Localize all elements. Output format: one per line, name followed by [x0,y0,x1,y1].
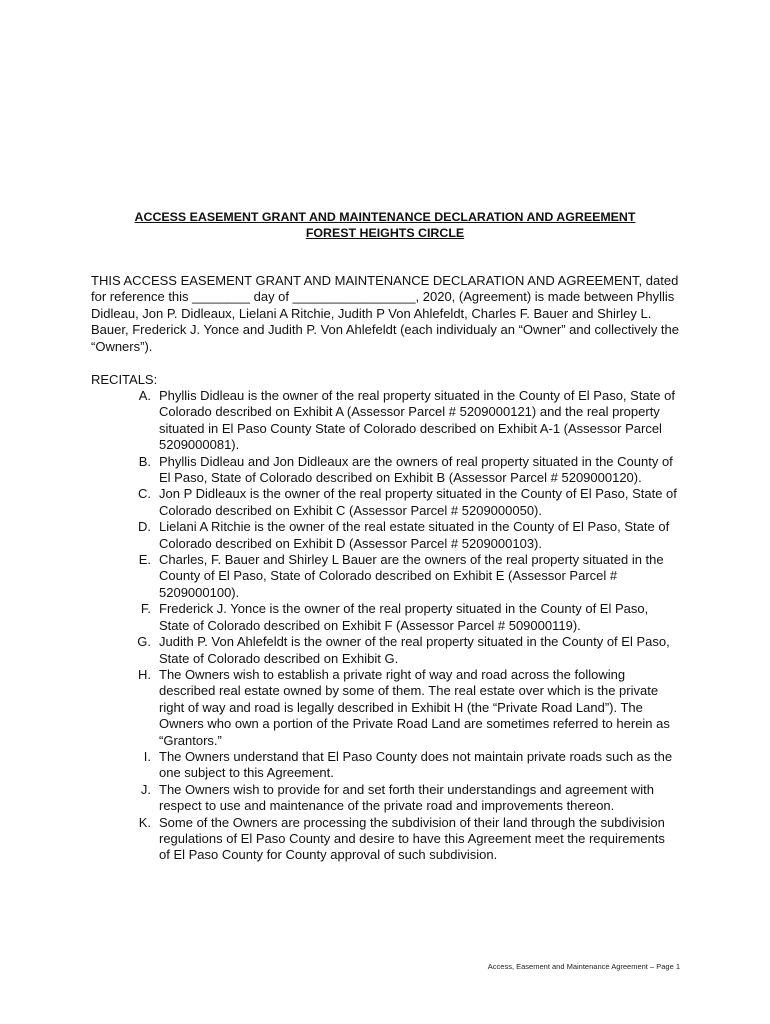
recitals-heading: RECITALS: [91,372,158,387]
recital-letter: K. [138,814,151,830]
document-title: ACCESS EASEMENT GRANT AND MAINTENANCE DECLARATION AND AGREEMENT [134,210,636,224]
intro-paragraph: THIS ACCESS EASEMENT GRANT AND MAINTENANCE DECLARATION AND AGREEMENT, dated for reference this ________ day of _________________, 2020, (Agreement) is made between Phyllis Didleau, Jon P. Didleaux, Lielani A Ritchie, Judith P Von Ahlefeldt, Charles F. Bauer and Shirley L. Bauer, Frederick J. Yonce and Judith P. Von Ahlefeldt (each individualy an “Owner” and collectively the “Owners”). [91,273,680,354]
recital-item [127,749,679,782]
recital-text: Jon P Didleaux is the owner of the real property situated in the County of El Paso, State of Colorado described on Exhibit C (Assessor Parcel # 5209000050). [159,486,677,518]
recital-letter: C. [138,486,151,502]
recital-letter: B. [138,453,151,469]
recital-item [127,815,679,864]
recital-letter: F. [140,601,151,617]
recital-letter: D. [138,519,151,535]
recital-text: The Owners wish to provide for and set forth their understandings and agreement with respect to use and maintenance of the private road and improvements thereon. [159,781,654,814]
recitals-list [127,388,679,864]
recital-letter: J. [140,781,151,797]
recital-item [127,634,679,667]
recital-text: Charles, F. Bauer and Shirley L Bauer are the owners of the real property situated in the County of El Paso, State of Colorado described on Exhibit E (Assessor Parcel # 5209000100). [159,552,664,600]
recital-text: Phyllis Didleau and Jon Didleaux are the owners of real property situated in the County of El Paso, State of Colorado described on Exhibit B (Assessor Parcel # 5209000120). [159,453,673,486]
recital-letter: A. [138,388,151,403]
recital-text: Lielani A Ritchie is the owner of the real estate situated in the County of El Paso, State of Colorado described on Exhibit D (Assessor Parcel # 5209000103). [159,519,670,551]
recital-item [127,486,679,519]
recital-letter: H. [138,666,151,682]
recital-text: Some of the Owners are processing the subdivision of their land through the subdivision regulations of El Paso County and desire to have this Agreement meet the requirements of El Paso County for County approval of such subdivision. [159,814,665,863]
recital-item [127,601,679,634]
recital-item [127,388,679,454]
recital-text: The Owners understand that El Paso County does not maintain private roads such as the one subject to this Agreement. [159,748,673,781]
page-footer: Access, Easement and Maintenance Agreement – Page 1 [487,962,680,971]
recital-item [127,667,679,749]
recital-text: Judith P. Von Ahlefeldt is the owner of the real property situated in the County of El Paso, State of Colorado described on Exhibit G. [159,634,670,666]
recital-item [127,552,679,601]
document-subtitle: FOREST HEIGHTS CIRCLE [305,226,465,240]
recital-item [127,454,679,487]
recital-text: The Owners wish to establish a private right of way and road across the following described real estate owned by some of them. The real estate over which is the private right of way and road is legally described in Exhibit H (the “Private Road Land”). The Owners who own a portion of the Private Road Land are sometimes referred to herein as “Grantors.” [159,666,670,748]
recital-item [127,782,679,815]
recital-letter: E. [138,552,151,568]
recital-item [127,519,679,552]
recital-letter: G. [137,634,151,650]
recital-letter: I. [143,748,151,764]
recital-text: Frederick J. Yonce is the owner of the real property situated in the County of El Paso, State of Colorado described on Exhibit F (Assessor Parcel # 509000119). [159,601,649,633]
recital-text: Phyllis Didleau is the owner of the real property situated in the County of El Paso, State of Colorado described on Exhibit A (Assessor Parcel # 5209000121) and the real property situated in El Paso County State of Colorado described on Exhibit A-1 (Assessor Parcel 5209000081). [159,388,675,453]
